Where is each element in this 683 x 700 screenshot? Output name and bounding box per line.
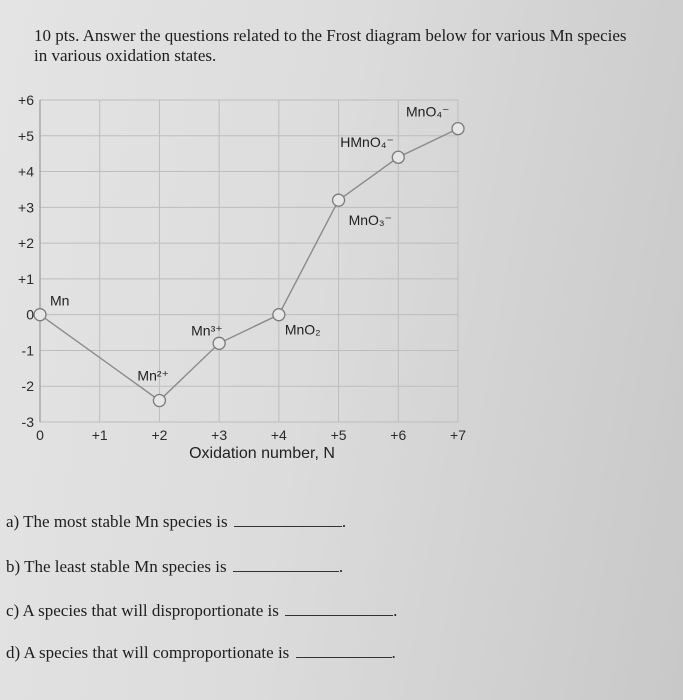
- data-point: [333, 194, 345, 206]
- x-tick-label: 0: [36, 427, 44, 443]
- question-c: [6, 601, 397, 621]
- question-d: [6, 643, 396, 663]
- answer-blank-c[interactable]: [285, 615, 393, 616]
- question-a-text: a) The most stable Mn species is: [6, 512, 228, 531]
- x-tick-label: +5: [330, 427, 347, 443]
- y-tick-label: +1: [18, 270, 34, 287]
- y-tick-label: +2: [18, 235, 34, 252]
- species-label: Mn: [50, 292, 70, 309]
- species-label: Mn³⁺: [191, 322, 223, 339]
- data-point: [452, 123, 464, 135]
- species-label: MnO₃⁻: [348, 212, 393, 229]
- y-tick-label: -3: [21, 414, 34, 430]
- question-b: [6, 557, 343, 577]
- species-label: Mn²⁺: [137, 367, 169, 384]
- question-c-text: c) A species that will disproportionate is: [6, 601, 279, 620]
- question-d-text: d) A species that will comproportionate is: [6, 643, 290, 662]
- question-c-end: .: [393, 601, 398, 620]
- y-tick-label: +5: [18, 127, 34, 144]
- data-point: [392, 151, 404, 163]
- y-tick-label: +4: [18, 163, 34, 180]
- question-b-text: b) The least stable Mn species is: [6, 557, 227, 576]
- series-line: [40, 129, 458, 401]
- question-b-end: .: [338, 557, 344, 576]
- x-tick-label: +2: [151, 427, 168, 443]
- x-tick-label: +3: [211, 427, 228, 443]
- question-a-end: .: [341, 512, 347, 531]
- data-point: [34, 309, 46, 321]
- x-axis-title: Oxidation number, N: [189, 445, 335, 462]
- answer-blank-d[interactable]: [296, 657, 392, 658]
- y-tick-label: -1: [21, 342, 34, 359]
- data-point: [153, 395, 165, 407]
- y-tick-label: -2: [21, 378, 34, 395]
- x-tick-label: +6: [390, 427, 407, 443]
- x-tick-label: +7: [450, 427, 466, 443]
- answer-blank-a[interactable]: [234, 526, 342, 527]
- x-tick-label: +4: [270, 427, 287, 443]
- y-tick-label: 0: [26, 306, 34, 323]
- data-point: [213, 337, 225, 349]
- data-point: [273, 309, 285, 321]
- question-prompt-line-2: in various oxidation states.: [34, 46, 217, 65]
- answer-blank-b[interactable]: [233, 571, 339, 572]
- y-tick-label: +6: [18, 92, 34, 108]
- question-prompt-line-1: 10 pts. Answer the questions related to the Frost diagram below for various Mn species: [34, 26, 627, 45]
- question-d-end: .: [391, 643, 396, 662]
- species-label: MnO₄⁻: [406, 103, 450, 120]
- species-label: MnO₂: [284, 321, 321, 338]
- y-tick-label: +3: [18, 199, 34, 216]
- x-tick-label: +1: [91, 427, 108, 443]
- question-a: [6, 512, 346, 532]
- species-label: HMnO₄⁻: [340, 134, 394, 151]
